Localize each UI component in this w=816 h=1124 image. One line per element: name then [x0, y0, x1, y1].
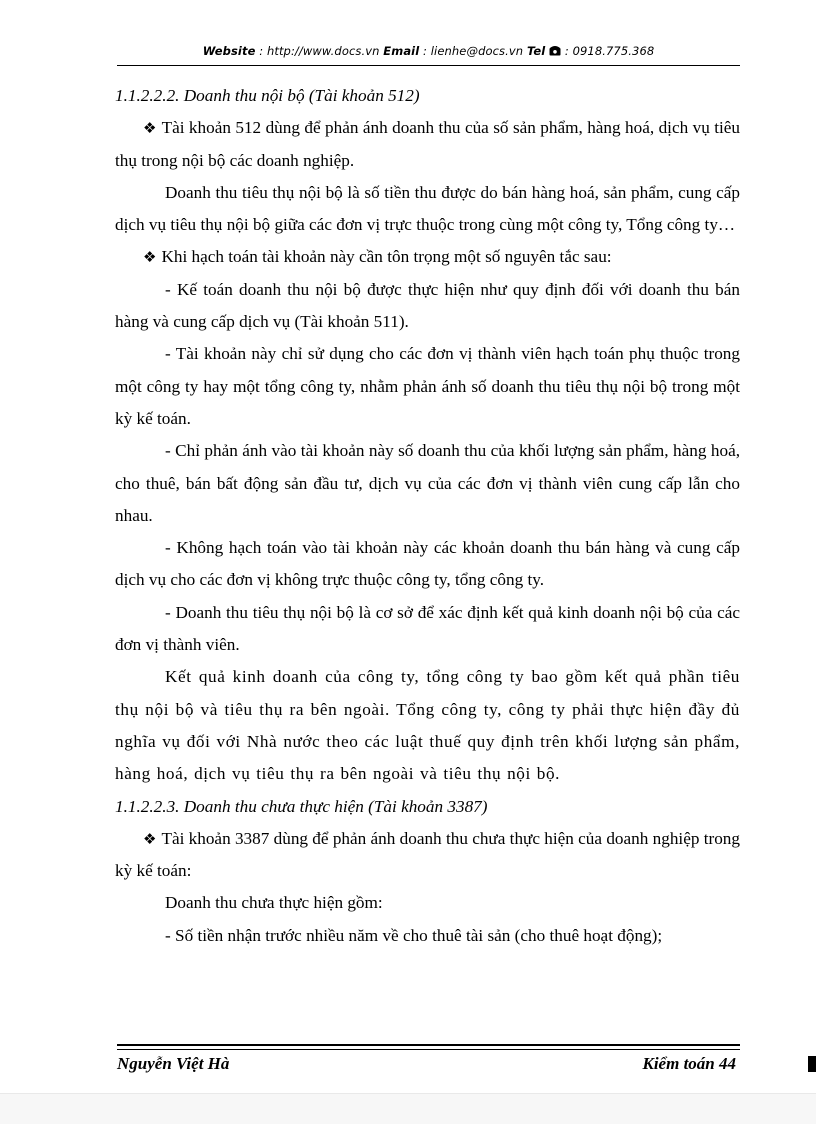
header-rule [117, 65, 740, 66]
document-body [115, 80, 740, 952]
page-edge-mark [808, 1056, 816, 1072]
paragraph: - Doanh thu tiêu thụ nội bộ là cơ sở để xác định kết quả kinh doanh nội bộ của các đơn vị thành viên. [115, 602, 740, 655]
paragraph: ❖ Tài khoản 3387 dùng để phản ánh doanh thu chưa thực hiện của doanh nghiệp trong kỳ kế toán: [115, 828, 740, 881]
tel-value: : 0918.775.368 [561, 44, 655, 58]
paragraph: - Tài khoản này chỉ sử dụng cho các đơn vị thành viên hạch toán phụ thuộc trong một công ty hay một tổng công ty, nhằm phản ánh số doanh thu tiêu thụ nội bộ trong một kỳ kế toán. [115, 344, 740, 428]
phone-icon [549, 45, 561, 56]
website-label: Website [202, 44, 256, 58]
page-header [117, 44, 740, 58]
paragraph: ❖ Khi hạch toán tài khoản này cần tôn trọng một số nguyên tắc sau: [143, 247, 612, 267]
footer-rule-thin [117, 1049, 740, 1050]
paragraph: - Số tiền nhận trước nhiều năm về cho thuê tài sản (cho thuê hoạt động); [165, 925, 663, 945]
section-heading-512: 1.1.2.2.2. Doanh thu nội bộ (Tài khoản 512) [115, 86, 420, 105]
paragraph: - Chỉ phản ánh vào tài khoản này số doanh thu của khối lượng sản phẩm, hàng hoá, cho thuê, bán bất động sản đầu tư, dịch vụ của các đơn vị thành viên cung cấp lẫn cho nhau. [115, 441, 740, 525]
tel-label: Tel [526, 44, 546, 58]
diamond-bullet-icon: ❖ [143, 829, 157, 848]
paragraph: - Không hạch toán vào tài khoản này các khoản doanh thu bán hàng và cung cấp dịch vụ cho các đơn vị không trực thuộc công ty, tổng công ty. [115, 538, 740, 590]
paragraph: Kết quả kinh doanh của công ty, tổng công ty bao gồm kết quả phần tiêu thụ nội bộ và tiêu thụ ra bên ngoài. Tổng công ty, công ty phải thực hiện đầy đủ nghĩa vụ đối với Nhà nước theo các luật thuế quy định trên khối lượng sản phẩm, hàng hoá, dịch vụ tiêu thụ ra bên ngoài và tiêu thụ nội bộ. [115, 667, 740, 784]
diamond-bullet-icon: ❖ [143, 119, 157, 138]
footer-course: Kiểm toán 44 [642, 1054, 736, 1073]
page-bottom-edge [0, 1093, 816, 1124]
email-value: : lienhe@docs.vn [419, 44, 527, 58]
footer-author: Nguyễn Việt Hà [117, 1054, 230, 1073]
footer-rule-thick [117, 1044, 740, 1046]
paragraph: Doanh thu tiêu thụ nội bộ là số tiền thu được do bán hàng hoá, sản phẩm, cung cấp dịch vụ tiêu thụ nội bộ giữa các đơn vị trực thuộc trong cùng một công ty, Tổng công ty… [115, 182, 740, 235]
website-value: : http://www.docs.vn [255, 44, 384, 58]
paragraph: Doanh thu chưa thực hiện gồm: [165, 893, 383, 913]
paragraph: - Kế toán doanh thu nội bộ được thực hiện như quy định đối với doanh thu bán hàng và cung cấp dịch vụ (Tài khoản 511). [115, 279, 740, 332]
email-label: Email [383, 44, 420, 58]
section-heading-3387: 1.1.2.2.3. Doanh thu chưa thực hiện (Tài khoản 3387) [115, 796, 488, 816]
diamond-bullet-icon: ❖ [143, 248, 157, 267]
page-footer [117, 1054, 736, 1074]
paragraph: ❖ Tài khoản 512 dùng để phản ánh doanh thu của số sản phẩm, hàng hoá, dịch vụ tiêu thụ trong nội bộ các doanh nghiệp. [115, 118, 740, 170]
